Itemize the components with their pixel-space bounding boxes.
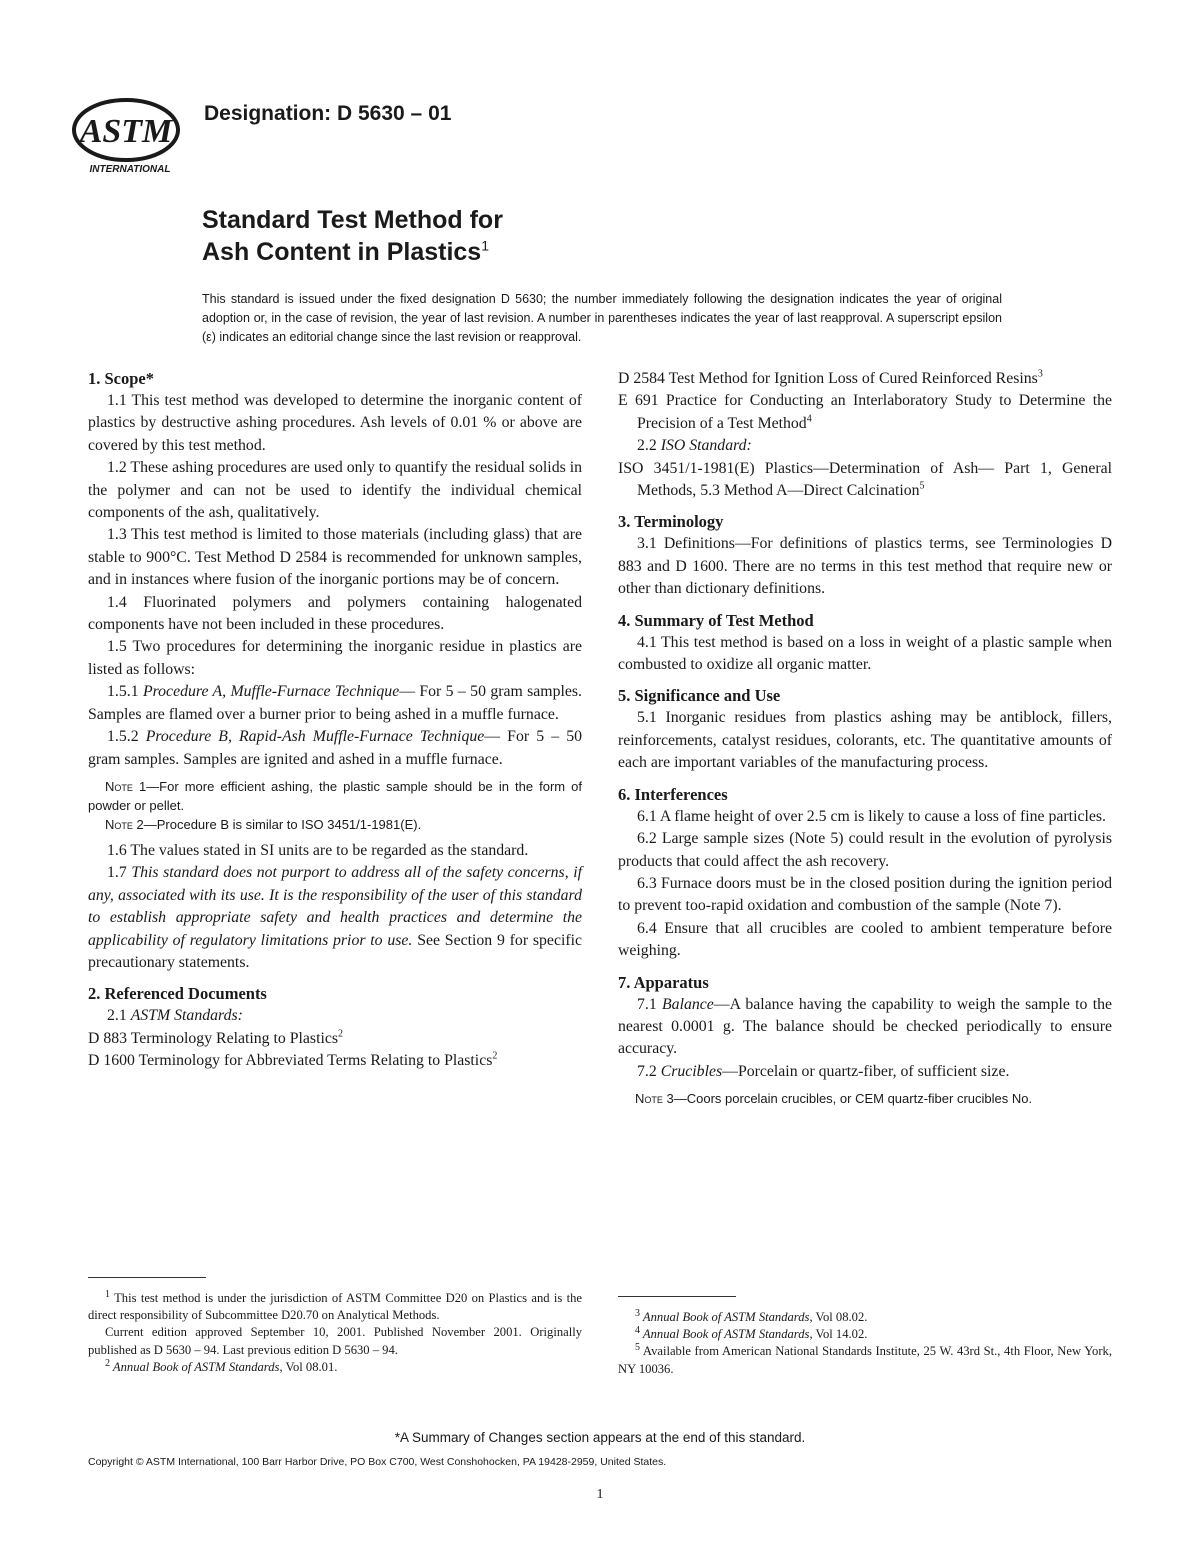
footnote-rule-left bbox=[88, 1277, 206, 1278]
para-3-1: 3.1 Definitions—For definitions of plastics terms, see Terminologies D 883 and D 1600. There are no terms in this test method that require new or other than dictionary definitions. bbox=[618, 535, 1112, 598]
footnote-1: $^1$ This test method is under the jurisdiction of ASTM Committee D20 on Plastics and is the direct responsibility of Subcommittee D20.70 on Analytical Methods. bbox=[88, 1288, 582, 1323]
copyright: Copyright © ASTM International, 100 Barr Harbor Drive, PO Box C700, West Conshohocken, PA 19428-2959, United States. bbox=[88, 1456, 667, 1468]
footnote-4: $^4$ Annual Book of ASTM Standards, Vol 14.02. bbox=[635, 1325, 868, 1342]
title-footnote-mark: 1 bbox=[481, 237, 490, 254]
para-1-5-2: 1.5.2 Procedure B, Rapid-Ash Muffle-Furnace Technique— For 5 – 50 gram samples. Samples are ignited and ashed in a muffle furnace. bbox=[88, 728, 583, 768]
footnote-rule-right bbox=[618, 1296, 736, 1297]
footnote-1b: Current edition approved September 10, 2001. Published November 2001. Originally published as D 5630 – 94. Last previous edition D 5630 – 94. bbox=[88, 1325, 582, 1357]
footnotes-right bbox=[618, 1309, 1112, 1378]
page-number: 1 bbox=[596, 1487, 604, 1502]
para-1-6: 1.6 The values stated in SI units are to be regarded as the standard. bbox=[107, 841, 529, 859]
section-1-heading: 1. Scope* bbox=[88, 369, 154, 388]
para-1-2: 1.2 These ashing procedures are used only to quantify the residual solids in the polymer and can not be used to identify the individual chemical components of the ash, qualitatively. bbox=[88, 459, 582, 522]
para-6-2: 6.2 Large sample sizes (Note 5) could result in the evolution of pyrolysis products that could affect the ash recovery. bbox=[618, 830, 1112, 870]
section-4-heading: 4. Summary of Test Method bbox=[618, 610, 814, 630]
para-1-4: 1.4 Fluorinated polymers and polymers containing halogenated components have not been included in these procedures. bbox=[88, 593, 582, 634]
para-7-1: 7.1 Balance—A balance having the capability to weigh the sample to the nearest 0.0001 g. The balance should be checked periodically to ensure accuracy. bbox=[618, 995, 1112, 1058]
section-2-heading: 2. Referenced Documents bbox=[88, 984, 267, 1004]
designation: Designation: D 5630 – 01 bbox=[204, 102, 452, 125]
para-7-2: 7.2 Crucibles—Porcelain or quartz-fiber, of sufficient size. bbox=[637, 1062, 1010, 1080]
para-6-4: 6.4 Ensure that all crucibles are cooled to ambient temperature before weighing. bbox=[618, 919, 1112, 960]
ref-d2584: D 2584 Test Method for Ignition Loss of Cured Reinforced Resins$^3$ bbox=[618, 368, 1043, 387]
para-1-5-1: 1.5.1 Procedure A, Muffle-Furnace Technique— For 5 – 50 gram samples. Samples are flamed over a burner prior to being ashed in a muffle furnace. bbox=[88, 683, 582, 723]
footnote-2: $^2$ Annual Book of ASTM Standards, Vol 08.01. bbox=[105, 1357, 338, 1374]
section-6-heading: 6. Interferences bbox=[618, 784, 728, 804]
ref-d1600: D 1600 Terminology for Abbreviated Terms Relating to Plastics$^2$ bbox=[88, 1050, 498, 1070]
issued-note: This standard is issued under the fixed designation D 5630; the number immediately following the designation indicates the year of original adoption or, in the case of revision, the year of last revision. A number in parentheses indicates the year of last reapproval. A superscript epsilon (ε) indicates an editorial change since the last revision or reapproval. bbox=[202, 292, 1002, 344]
para-2-2: 2.2 ISO Standard: bbox=[637, 437, 752, 455]
title-line-1: Standard Test Method for bbox=[202, 206, 503, 234]
section-7-heading: 7. Apparatus bbox=[618, 972, 709, 992]
astm-logo bbox=[70, 92, 190, 178]
footnote-3: $^3$ Annual Book of ASTM Standards, Vol 08.02. bbox=[635, 1307, 868, 1324]
left-column bbox=[88, 368, 582, 1073]
page-title bbox=[202, 204, 503, 268]
para-6-1: 6.1 A flame height of over 2.5 cm is likely to cause a loss of fine particles. bbox=[637, 807, 1106, 825]
para-1-1: 1.1 This test method was developed to determine the inorganic content of plastics by destructive ashing procedures. Ash levels of 0.01 % or above are covered by this test method. bbox=[88, 392, 582, 454]
para-6-3: 6.3 Furnace doors must be in the closed position during the ignition period to prevent too-rapid oxidation and combustion of the sample (Note 7). bbox=[618, 874, 1112, 915]
para-4-1: 4.1 This test method is based on a loss in weight of a plastic sample when combusted to oxidize all organic matter. bbox=[618, 633, 1112, 674]
para-2-1: 2.1 ASTM Standards: bbox=[107, 1007, 243, 1025]
section-3-heading: 3. Terminology bbox=[618, 512, 724, 532]
logo-letters: ASTM bbox=[79, 113, 173, 150]
ref-e691: E 691 Practice for Conducting an Interlaboratory Study to Determine the Precision of a Test Method$^4$ bbox=[618, 392, 1112, 432]
para-1-7: 1.7 This standard does not purport to address all of the safety concerns, if any, associated with its use. It is the responsibility of the user of this standard to establish appropriate safety and health practices and determine the applicability of regulatory limitations prior to use. See Section 9 for specific precautionary statements. bbox=[88, 864, 583, 971]
footnote-5: $^5$ Available from American National Standards Institute, 25 W. 43rd St., 4th Floor, New York, NY 10036. bbox=[618, 1342, 1112, 1376]
logo-subtitle: INTERNATIONAL bbox=[89, 164, 171, 175]
right-column bbox=[618, 368, 1112, 1108]
ref-iso: ISO 3451/1-1981(E) Plastics—Determination of Ash— Part 1, General Methods, 5.3 Method A—Direct Calcination$^5$ bbox=[618, 459, 1112, 500]
ref-d883: D 883 Terminology Relating to Plastics$^2$ bbox=[88, 1028, 344, 1047]
para-5-1: 5.1 Inorganic residues from plastics ashing may be antiblock, fillers, reinforcements, catalyst residues, colorants, etc. The quantitative amounts of each are important variables of the manufacturing process. bbox=[618, 709, 1112, 772]
footnotes-left bbox=[88, 1290, 582, 1376]
summary-of-changes-note: *A Summary of Changes section appears at the end of this standard. bbox=[394, 1430, 806, 1445]
title-line-2: Ash Content in Plastics bbox=[202, 238, 482, 266]
para-1-3: 1.3 This test method is limited to those materials (including glass) that are stable to 900°C. Test Method D 2584 is recommended for unknown samples, and in instances where fusion of the inorganic portions may be of concern. bbox=[88, 526, 582, 589]
note-2: Note 2—Procedure B is similar to ISO 3451/1-1981(E). bbox=[105, 816, 422, 832]
para-1-5: 1.5 Two procedures for determining the inorganic residue in plastics are listed as follows: bbox=[88, 638, 582, 678]
note-1: Note 1—For more efficient ashing, the plastic sample should be in the form of powder or pellet. bbox=[88, 778, 582, 813]
section-5-heading: 5. Significance and Use bbox=[618, 686, 781, 706]
note-3: Note 3—Coors porcelain crucibles, or CEM quartz-fiber crucibles No. bbox=[635, 1091, 1033, 1107]
